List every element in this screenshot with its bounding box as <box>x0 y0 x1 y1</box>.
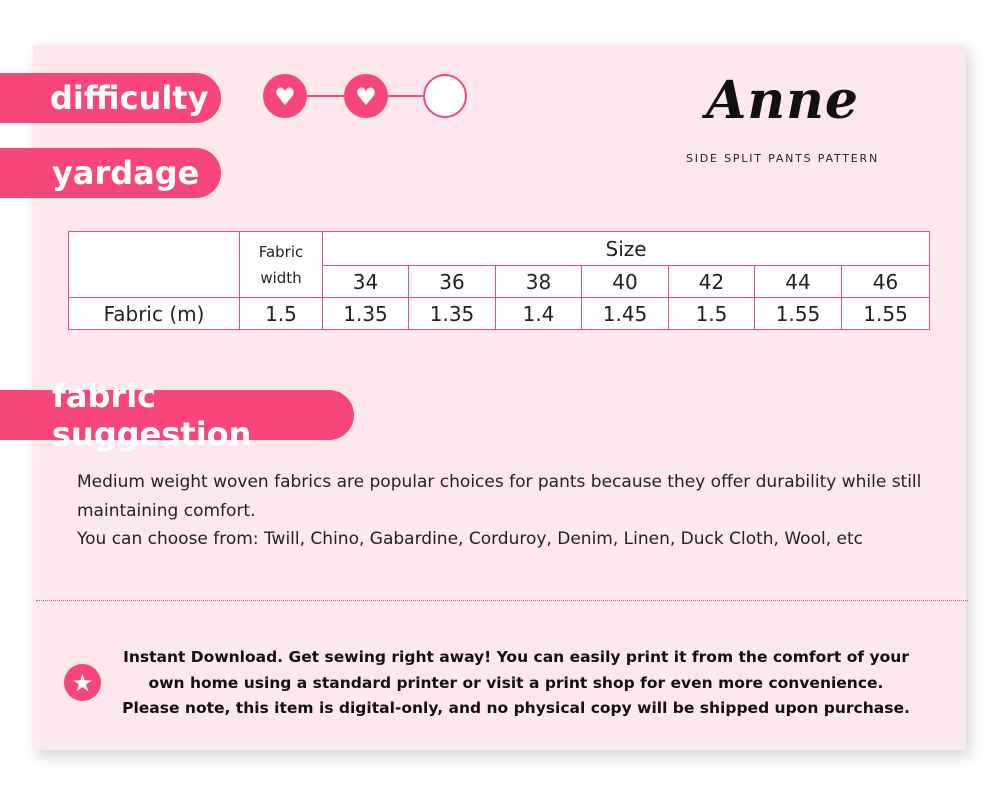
difficulty-label <box>0 73 221 123</box>
table-corner-cell <box>69 232 240 298</box>
row-label: Fabric (m) <box>69 298 240 330</box>
heart-icon: ♥ <box>274 83 296 111</box>
brand-subtitle: SIDE SPLIT PANTS PATTERN <box>685 152 880 165</box>
yardage-value: 1.45 <box>582 298 669 330</box>
difficulty-label-text: difficulty <box>50 79 209 117</box>
rating-dot-filled <box>263 74 307 118</box>
size-cell: 40 <box>582 266 669 298</box>
star-icon: ★ <box>64 664 101 701</box>
yardage-value: 1.4 <box>496 298 582 330</box>
fabric-width-value: 1.5 <box>240 298 323 330</box>
yardage-value: 1.55 <box>842 298 930 330</box>
divider <box>36 600 968 601</box>
size-cell: 36 <box>409 266 496 298</box>
heart-icon: ♥ <box>355 83 377 111</box>
table-row <box>69 298 930 330</box>
rating-connector <box>305 95 345 97</box>
rating-connector <box>385 95 425 97</box>
size-cell: 34 <box>323 266 409 298</box>
yardage-value: 1.5 <box>669 298 755 330</box>
download-notice: Instant Download. Get sewing right away! You can easily print it from the comfort of your own home using a standard printer or visit a print shop for even more convenience. Please note, this item is digital-only, and no physical copy will be shipped upon purchase. <box>122 648 910 717</box>
yardage-value: 1.35 <box>409 298 496 330</box>
yardage-label <box>0 148 221 198</box>
yardage-value: 1.35 <box>323 298 409 330</box>
yardage-table <box>68 231 930 330</box>
description-paragraph: You can choose from: Twill, Chino, Gabardine, Corduroy, Denim, Linen, Duck Cloth, Wool, etc <box>77 529 863 549</box>
size-cell: 38 <box>496 266 582 298</box>
fabric-width-header <box>240 232 323 298</box>
yardage-label-text: yardage <box>52 154 200 192</box>
fabric-suggestion-label-text: fabric suggestion <box>52 377 252 453</box>
yardage-value: 1.55 <box>755 298 842 330</box>
size-header: Size <box>323 232 930 266</box>
difficulty-rating <box>263 74 466 118</box>
fabric-width-header-line: Fabric <box>258 242 304 261</box>
size-cell: 46 <box>842 266 930 298</box>
rating-dot-empty <box>423 74 467 118</box>
size-cell: 42 <box>669 266 755 298</box>
fabric-suggestion-label <box>0 377 354 453</box>
description-paragraph: Medium weight woven fabrics are popular choices for pants because they offer durability while still maintaining comfort. <box>77 472 922 521</box>
brand-name: Anne <box>705 70 860 131</box>
rating-dot-filled <box>344 74 388 118</box>
fabric-description <box>77 468 927 554</box>
fabric-width-header-line: width <box>260 268 302 287</box>
size-cell: 44 <box>755 266 842 298</box>
